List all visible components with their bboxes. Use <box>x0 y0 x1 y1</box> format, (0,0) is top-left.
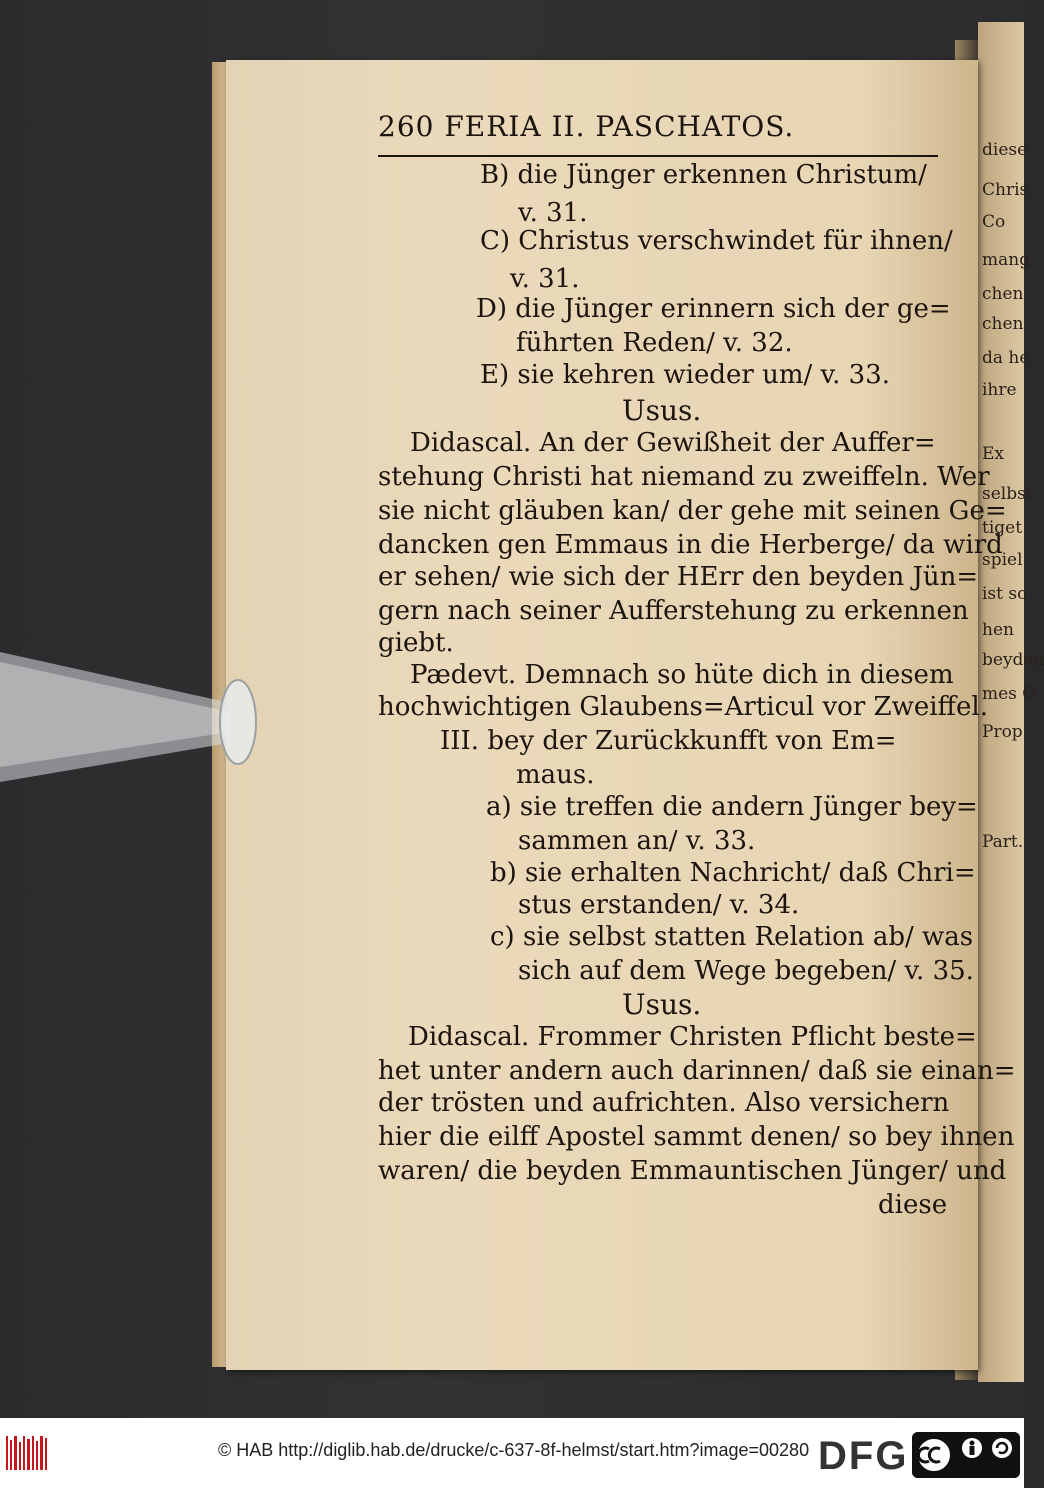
text-line: dancken gen Emmaus in die Herberge/ da wird <box>378 530 1003 560</box>
text-line: er sehen/ wie sich der HErr den beyden Jün= <box>378 562 979 592</box>
catchword: diese <box>878 1190 948 1220</box>
text-line: gern nach seiner Aufferstehung zu erkennen <box>378 596 969 626</box>
next-page-fragment: tiget <box>982 518 1023 538</box>
running-head: 260 FERIA II. PASCHATOS. <box>378 110 795 143</box>
text-line: waren/ die beyden Emmauntischen Jünger/ und <box>378 1156 1007 1186</box>
next-page-fragment: mang <box>982 250 1031 270</box>
text-line: sammen an/ v. 33. <box>518 826 756 856</box>
text-line: C) Christus verschwindet für ihnen/ <box>480 226 953 256</box>
section-heading-usus: Usus. <box>622 394 702 427</box>
next-page-fragment: Chris <box>982 180 1029 200</box>
text-line: giebt. <box>378 628 454 658</box>
text-line: Pædevt. Demnach so hüte dich in diesem <box>410 660 954 690</box>
next-page-fragment: Part. <box>982 832 1024 852</box>
text-line: hochwichtigen Glaubens=Articul vor Zweiffel. <box>378 692 988 722</box>
text-line: hier die eilff Apostel sammt denen/ so bey ihnen <box>378 1122 1015 1152</box>
text-line: sich auf dem Wege begeben/ v. 35. <box>518 956 974 986</box>
text-line: Didascal. Frommer Christen Pflicht beste= <box>408 1022 977 1052</box>
next-page-fragment: spiel <box>982 550 1023 570</box>
text-line: der trösten und aufrichten. Also versichern <box>378 1088 950 1118</box>
cc-by-sa-icon[interactable] <box>912 1432 1020 1478</box>
next-page-fragment: mes O <box>982 684 1037 704</box>
text-line: Didascal. An der Gewißheit der Auffer= <box>410 428 936 458</box>
text-line: B) die Jünger erkennen Christum/ <box>480 160 927 190</box>
text-line: b) sie erhalten Nachricht/ daß Chri= <box>490 858 976 888</box>
page-clip <box>0 632 255 782</box>
next-page-fragment: ist so <box>982 584 1028 604</box>
next-page-fragment: Prop. <box>982 722 1029 742</box>
next-page-fragment: chen <box>982 314 1024 334</box>
text-line: E) sie kehren wieder um/ v. 33. <box>480 360 890 390</box>
next-page-fragment: Ex <box>982 444 1004 464</box>
text-line: v. 31. <box>510 264 580 294</box>
text-line: het unter andern auch darinnen/ daß sie einan= <box>378 1056 1016 1086</box>
next-page-fragment: da he <box>982 348 1030 368</box>
text-line: D) die Jünger erinnern sich der ge= <box>476 294 951 324</box>
text-line: III. bey der Zurückkunfft von Em= <box>440 726 897 756</box>
text-line: maus. <box>516 760 595 790</box>
text-line: stehung Christi hat niemand zu zweiffeln. Wer <box>378 462 990 492</box>
text-line: c) sie selbst statten Relation ab/ was <box>490 922 974 952</box>
next-page-fragment: Co <box>982 212 1006 232</box>
text-line: v. 31. <box>518 198 588 228</box>
section-heading-usus: Usus. <box>622 988 702 1021</box>
dfg-logo: DFG <box>818 1434 909 1478</box>
text-line: sie nicht gläuben kan/ der gehe mit seinen Ge= <box>378 496 1007 526</box>
hab-barcode-logo <box>6 1436 50 1470</box>
text-line: führten Reden/ v. 32. <box>516 328 793 358</box>
next-page-fragment: chen <box>982 284 1024 304</box>
copyright-url[interactable]: © HAB http://diglib.hab.de/drucke/c-637-8f-helmst/start.htm?image=00280 <box>218 1440 810 1460</box>
next-page-fragment: hen <box>982 620 1014 640</box>
text-line: a) sie treffen die andern Jünger bey= <box>486 792 978 822</box>
next-page-fragment: diese <box>982 140 1028 160</box>
next-page-fragment: ihre <box>982 380 1017 400</box>
head-rule <box>378 155 938 157</box>
text-line: stus erstanden/ v. 34. <box>518 890 800 920</box>
next-page-fragment: selbst <box>982 484 1033 504</box>
next-page-fragment: beyden <box>982 650 1044 670</box>
